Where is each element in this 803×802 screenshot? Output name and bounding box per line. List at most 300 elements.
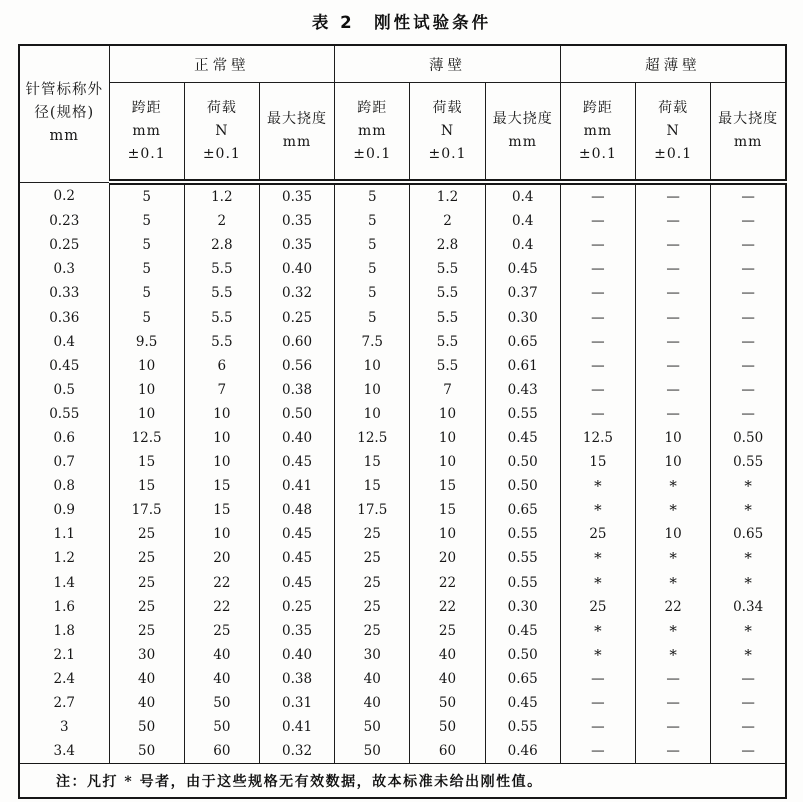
diameter-column-header (19, 45, 109, 182)
value-cell: 10 (184, 522, 259, 546)
value-cell: 5 (109, 233, 184, 257)
value-cell: * (560, 643, 635, 667)
value-cell: — (711, 330, 786, 354)
value-cell: * (711, 571, 786, 595)
subheader-label: 跨距 (357, 99, 388, 116)
value-cell: 0.40 (259, 643, 334, 667)
subheader-thin-span (335, 83, 410, 183)
value-cell: 9.5 (109, 330, 184, 354)
value-cell: — (560, 209, 635, 233)
value-cell: — (560, 305, 635, 329)
value-cell: 5 (335, 233, 410, 257)
value-cell: — (560, 378, 635, 402)
value-cell: 0.45 (485, 619, 560, 643)
value-cell: — (711, 354, 786, 378)
table-row (19, 546, 786, 570)
subheader-tolerance: ±0.1 (428, 145, 467, 162)
table-row (19, 305, 786, 329)
value-cell: 25 (109, 619, 184, 643)
value-cell: 15 (410, 498, 485, 522)
value-cell: 0.55 (485, 546, 560, 570)
table-header (19, 45, 786, 182)
value-cell: 50 (335, 739, 410, 764)
value-cell: 50 (109, 739, 184, 764)
value-cell: 25 (335, 595, 410, 619)
value-cell: 25 (109, 522, 184, 546)
value-cell: 0.41 (259, 715, 334, 739)
value-cell: 5.5 (410, 281, 485, 305)
subheader-tolerance: ±0.1 (353, 145, 392, 162)
value-cell: 0.41 (259, 474, 334, 498)
value-cell: — (636, 305, 711, 329)
value-cell: 50 (335, 715, 410, 739)
subheader-extra-thin-deflection (711, 83, 786, 183)
value-cell: 10 (109, 402, 184, 426)
value-cell: 0.65 (485, 498, 560, 522)
value-cell: 0.32 (259, 739, 334, 764)
subheader-label: 荷载 (658, 99, 689, 116)
value-cell: 5 (335, 305, 410, 329)
value-cell: 25 (109, 595, 184, 619)
value-cell: 22 (184, 571, 259, 595)
value-cell: 17.5 (335, 498, 410, 522)
value-cell: 7 (410, 378, 485, 402)
value-cell: 15 (184, 498, 259, 522)
value-cell: — (711, 667, 786, 691)
value-cell: 10 (410, 426, 485, 450)
value-cell: 0.31 (259, 691, 334, 715)
value-cell: 12.5 (560, 426, 635, 450)
value-cell: 15 (410, 474, 485, 498)
value-cell: 10 (636, 426, 711, 450)
value-cell: 2 (410, 209, 485, 233)
subheader-label: 最大挠度 (492, 111, 553, 127)
value-cell: 5 (109, 182, 184, 209)
value-cell: 15 (184, 474, 259, 498)
value-cell: — (711, 209, 786, 233)
value-cell: — (636, 739, 711, 764)
diameter-cell: 0.25 (19, 233, 109, 257)
value-cell: 5.5 (410, 354, 485, 378)
value-cell: 0.56 (259, 354, 334, 378)
value-cell: 0.65 (711, 522, 786, 546)
value-cell: 7 (184, 378, 259, 402)
value-cell: 6 (184, 354, 259, 378)
value-cell: 0.50 (485, 474, 560, 498)
value-cell: 0.37 (485, 281, 560, 305)
value-cell: 0.35 (259, 619, 334, 643)
value-cell: 15 (109, 450, 184, 474)
value-cell: 0.65 (485, 667, 560, 691)
value-cell: 5.5 (184, 305, 259, 329)
value-cell: 0.40 (259, 257, 334, 281)
value-cell: 0.50 (259, 402, 334, 426)
table-footer (19, 764, 786, 799)
value-cell: — (560, 330, 635, 354)
diameter-cell: 1.4 (19, 571, 109, 595)
diameter-cell: 0.7 (19, 450, 109, 474)
subheader-thin-deflection (485, 83, 560, 183)
table-row (19, 595, 786, 619)
value-cell: 0.45 (485, 257, 560, 281)
value-cell: 30 (335, 643, 410, 667)
value-cell: 0.34 (711, 595, 786, 619)
value-cell: 50 (410, 715, 485, 739)
diameter-cell: 0.2 (19, 182, 109, 209)
value-cell: 0.32 (259, 281, 334, 305)
value-cell: 5.5 (184, 281, 259, 305)
value-cell: 0.38 (259, 378, 334, 402)
value-cell: — (560, 257, 635, 281)
value-cell: 10 (184, 426, 259, 450)
value-cell: 0.50 (485, 450, 560, 474)
value-cell: 0.46 (485, 739, 560, 764)
value-cell: 40 (184, 667, 259, 691)
value-cell: 5.5 (410, 305, 485, 329)
value-cell: — (636, 330, 711, 354)
diameter-cell: 3.4 (19, 739, 109, 764)
value-cell: * (560, 474, 635, 498)
value-cell: 10 (109, 354, 184, 378)
value-cell: 0.55 (485, 571, 560, 595)
diameter-cell: 2.7 (19, 691, 109, 715)
value-cell: 2.8 (184, 233, 259, 257)
value-cell: 0.45 (259, 522, 334, 546)
table-row (19, 450, 786, 474)
table-title: 表 2 刚性试验条件 (311, 13, 492, 32)
value-cell: 0.35 (259, 209, 334, 233)
note-row (19, 764, 786, 799)
value-cell: 40 (109, 691, 184, 715)
table-row (19, 402, 786, 426)
value-cell: 0.55 (485, 522, 560, 546)
value-cell: 7.5 (335, 330, 410, 354)
value-cell: 5 (335, 281, 410, 305)
value-cell: 0.45 (485, 691, 560, 715)
table-row (19, 498, 786, 522)
group-header-row (19, 45, 786, 83)
rigidity-test-conditions-table (18, 44, 787, 799)
value-cell: 22 (410, 571, 485, 595)
value-cell: * (636, 643, 711, 667)
value-cell: 0.38 (259, 667, 334, 691)
subheader-unit: mm (508, 134, 537, 150)
value-cell: 0.25 (259, 595, 334, 619)
value-cell: 0.4 (485, 233, 560, 257)
value-cell: — (560, 182, 635, 209)
value-cell: 10 (109, 378, 184, 402)
value-cell: 15 (335, 450, 410, 474)
value-cell: 40 (410, 667, 485, 691)
table-row (19, 257, 786, 281)
value-cell: 10 (410, 402, 485, 426)
subheader-unit: mm (583, 122, 613, 139)
subheader-unit: mm (357, 122, 387, 139)
value-cell: 22 (636, 595, 711, 619)
diameter-cell: 0.55 (19, 402, 109, 426)
value-cell: 0.61 (485, 354, 560, 378)
value-cell: 12.5 (109, 426, 184, 450)
table-row (19, 281, 786, 305)
value-cell: 5 (109, 257, 184, 281)
value-cell: — (636, 715, 711, 739)
value-cell: * (636, 571, 711, 595)
value-cell: 25 (335, 546, 410, 570)
subheader-tolerance: ±0.1 (127, 145, 166, 162)
value-cell: 0.25 (259, 305, 334, 329)
diameter-cell: 1.2 (19, 546, 109, 570)
diameter-cell: 0.4 (19, 330, 109, 354)
value-cell: 0.45 (259, 571, 334, 595)
value-cell: 10 (410, 522, 485, 546)
value-cell: 0.65 (485, 330, 560, 354)
value-cell: * (636, 498, 711, 522)
value-cell: 0.50 (711, 426, 786, 450)
value-cell: 25 (560, 595, 635, 619)
subheader-unit: mm (132, 122, 161, 139)
value-cell: — (711, 182, 786, 209)
value-cell: — (711, 402, 786, 426)
subheader-tolerance: ±0.1 (202, 145, 241, 162)
value-cell: 17.5 (109, 498, 184, 522)
value-cell: — (636, 354, 711, 378)
value-cell: 50 (109, 715, 184, 739)
table-row (19, 643, 786, 667)
diameter-header-line2: 径(规格) (34, 105, 95, 122)
subheader-unit: N (215, 122, 229, 139)
table-row (19, 715, 786, 739)
value-cell: — (711, 739, 786, 764)
value-cell: 10 (636, 450, 711, 474)
value-cell: 25 (335, 619, 410, 643)
value-cell: 0.55 (711, 450, 786, 474)
value-cell: 0.4 (485, 182, 560, 209)
value-cell: — (711, 257, 786, 281)
value-cell: — (636, 233, 711, 257)
diameter-header-line1: 针管标称外 (25, 82, 103, 99)
value-cell: 60 (410, 739, 485, 764)
subheader-label: 荷载 (206, 99, 237, 116)
value-cell: — (636, 182, 711, 209)
value-cell: * (560, 571, 635, 595)
value-cell: 0.35 (259, 233, 334, 257)
value-cell: 0.50 (485, 643, 560, 667)
value-cell: 1.2 (184, 182, 259, 209)
value-cell: 0.45 (485, 426, 560, 450)
value-cell: 0.43 (485, 378, 560, 402)
subheader-unit: mm (733, 134, 763, 150)
diameter-cell: 2.1 (19, 643, 109, 667)
value-cell: 0.35 (259, 182, 334, 209)
table-row (19, 522, 786, 546)
value-cell: 10 (335, 378, 410, 402)
value-cell: * (711, 619, 786, 643)
value-cell: 10 (184, 402, 259, 426)
value-cell: * (636, 546, 711, 570)
value-cell: * (711, 474, 786, 498)
table-row (19, 378, 786, 402)
subheader-normal-deflection (259, 83, 334, 183)
value-cell: 25 (335, 571, 410, 595)
value-cell: — (560, 402, 635, 426)
subheader-normal-span (109, 83, 184, 183)
value-cell: * (711, 643, 786, 667)
value-cell: 10 (335, 402, 410, 426)
table-row (19, 571, 786, 595)
subheader-tolerance: ±0.1 (578, 145, 617, 162)
value-cell: * (560, 498, 635, 522)
subheader-thin-load (410, 83, 485, 183)
group-header-normal-wall: 正常壁 (109, 45, 335, 83)
value-cell: 10 (335, 354, 410, 378)
value-cell: 25 (335, 522, 410, 546)
value-cell: * (711, 498, 786, 522)
value-cell: 25 (184, 619, 259, 643)
table-row (19, 354, 786, 378)
table-row (19, 209, 786, 233)
value-cell: * (636, 619, 711, 643)
value-cell: * (560, 619, 635, 643)
subheader-unit: N (666, 122, 680, 139)
value-cell: 5 (109, 209, 184, 233)
value-cell: 5 (109, 281, 184, 305)
value-cell: — (560, 691, 635, 715)
subheader-label: 最大挠度 (267, 111, 328, 127)
value-cell: — (560, 354, 635, 378)
value-cell: 10 (410, 450, 485, 474)
value-cell: 15 (109, 474, 184, 498)
subheader-unit: N (440, 122, 455, 139)
diameter-cell: 0.45 (19, 354, 109, 378)
value-cell: 5.5 (184, 330, 259, 354)
table-row (19, 233, 786, 257)
diameter-cell: 0.36 (19, 305, 109, 329)
value-cell: — (711, 281, 786, 305)
value-cell: 0.45 (259, 450, 334, 474)
table-row (19, 182, 786, 209)
value-cell: 25 (109, 571, 184, 595)
subheader-extra-thin-load (636, 83, 711, 183)
value-cell: 15 (560, 450, 635, 474)
value-cell: — (636, 257, 711, 281)
value-cell: 0.55 (485, 715, 560, 739)
value-cell: 25 (109, 546, 184, 570)
value-cell: 22 (410, 595, 485, 619)
value-cell: 50 (410, 691, 485, 715)
value-cell: — (560, 667, 635, 691)
subheader-label: 最大挠度 (718, 111, 779, 127)
subheader-unit: mm (282, 134, 312, 150)
value-cell: 5.5 (410, 330, 485, 354)
value-cell: 0.60 (259, 330, 334, 354)
table-row (19, 739, 786, 764)
table-body (19, 182, 786, 764)
diameter-cell: 1.8 (19, 619, 109, 643)
value-cell: 10 (184, 450, 259, 474)
subheader-tolerance: ±0.1 (654, 145, 693, 162)
value-cell: — (560, 233, 635, 257)
diameter-cell: 0.5 (19, 378, 109, 402)
value-cell: — (560, 715, 635, 739)
diameter-cell: 1.6 (19, 595, 109, 619)
value-cell: 40 (335, 667, 410, 691)
value-cell: 25 (410, 619, 485, 643)
value-cell: 20 (410, 546, 485, 570)
value-cell: 40 (109, 667, 184, 691)
value-cell: — (636, 402, 711, 426)
value-cell: 60 (184, 739, 259, 764)
diameter-cell: 0.33 (19, 281, 109, 305)
value-cell: 22 (184, 595, 259, 619)
value-cell: — (560, 281, 635, 305)
value-cell: * (560, 546, 635, 570)
subheader-normal-load (184, 83, 259, 183)
table-row (19, 667, 786, 691)
diameter-cell: 0.9 (19, 498, 109, 522)
value-cell: — (636, 667, 711, 691)
value-cell: — (560, 739, 635, 764)
value-cell: 0.45 (259, 546, 334, 570)
subheader-label: 荷载 (432, 99, 463, 116)
value-cell: 40 (410, 643, 485, 667)
table-row (19, 426, 786, 450)
value-cell: — (711, 715, 786, 739)
value-cell: — (711, 305, 786, 329)
value-cell: 20 (184, 546, 259, 570)
table-note: 注：凡打 * 号者，由于这些规格无有效数据，故本标准未给出刚性值。 (19, 764, 786, 799)
value-cell: — (636, 281, 711, 305)
value-cell: — (711, 691, 786, 715)
value-cell: * (711, 546, 786, 570)
value-cell: 0.4 (485, 209, 560, 233)
group-header-thin-wall: 薄壁 (335, 45, 561, 83)
table-row (19, 619, 786, 643)
value-cell: 5 (335, 257, 410, 281)
diameter-cell: 0.8 (19, 474, 109, 498)
value-cell: 50 (184, 715, 259, 739)
value-cell: 40 (184, 643, 259, 667)
value-cell: 5 (109, 305, 184, 329)
value-cell: 10 (636, 522, 711, 546)
value-cell: 1.2 (410, 182, 485, 209)
diameter-cell: 0.23 (19, 209, 109, 233)
diameter-cell: 3 (19, 715, 109, 739)
value-cell: 50 (184, 691, 259, 715)
table-row (19, 330, 786, 354)
subheader-row (19, 83, 786, 183)
value-cell: 12.5 (335, 426, 410, 450)
subheader-label: 跨距 (582, 99, 613, 116)
diameter-cell: 1.1 (19, 522, 109, 546)
diameter-cell: 0.3 (19, 257, 109, 281)
diameter-cell: 2.4 (19, 667, 109, 691)
value-cell: — (636, 691, 711, 715)
value-cell: 0.55 (485, 402, 560, 426)
value-cell: — (711, 233, 786, 257)
value-cell: 5.5 (410, 257, 485, 281)
value-cell: — (711, 378, 786, 402)
value-cell: 5 (335, 182, 410, 209)
table-row (19, 691, 786, 715)
subheader-label: 跨距 (131, 99, 162, 116)
diameter-cell: 0.6 (19, 426, 109, 450)
group-header-extra-thin-wall: 超薄壁 (560, 45, 786, 83)
value-cell: — (636, 209, 711, 233)
subheader-extra-thin-span (560, 83, 635, 183)
value-cell: 15 (335, 474, 410, 498)
value-cell: — (636, 378, 711, 402)
value-cell: 5.5 (184, 257, 259, 281)
